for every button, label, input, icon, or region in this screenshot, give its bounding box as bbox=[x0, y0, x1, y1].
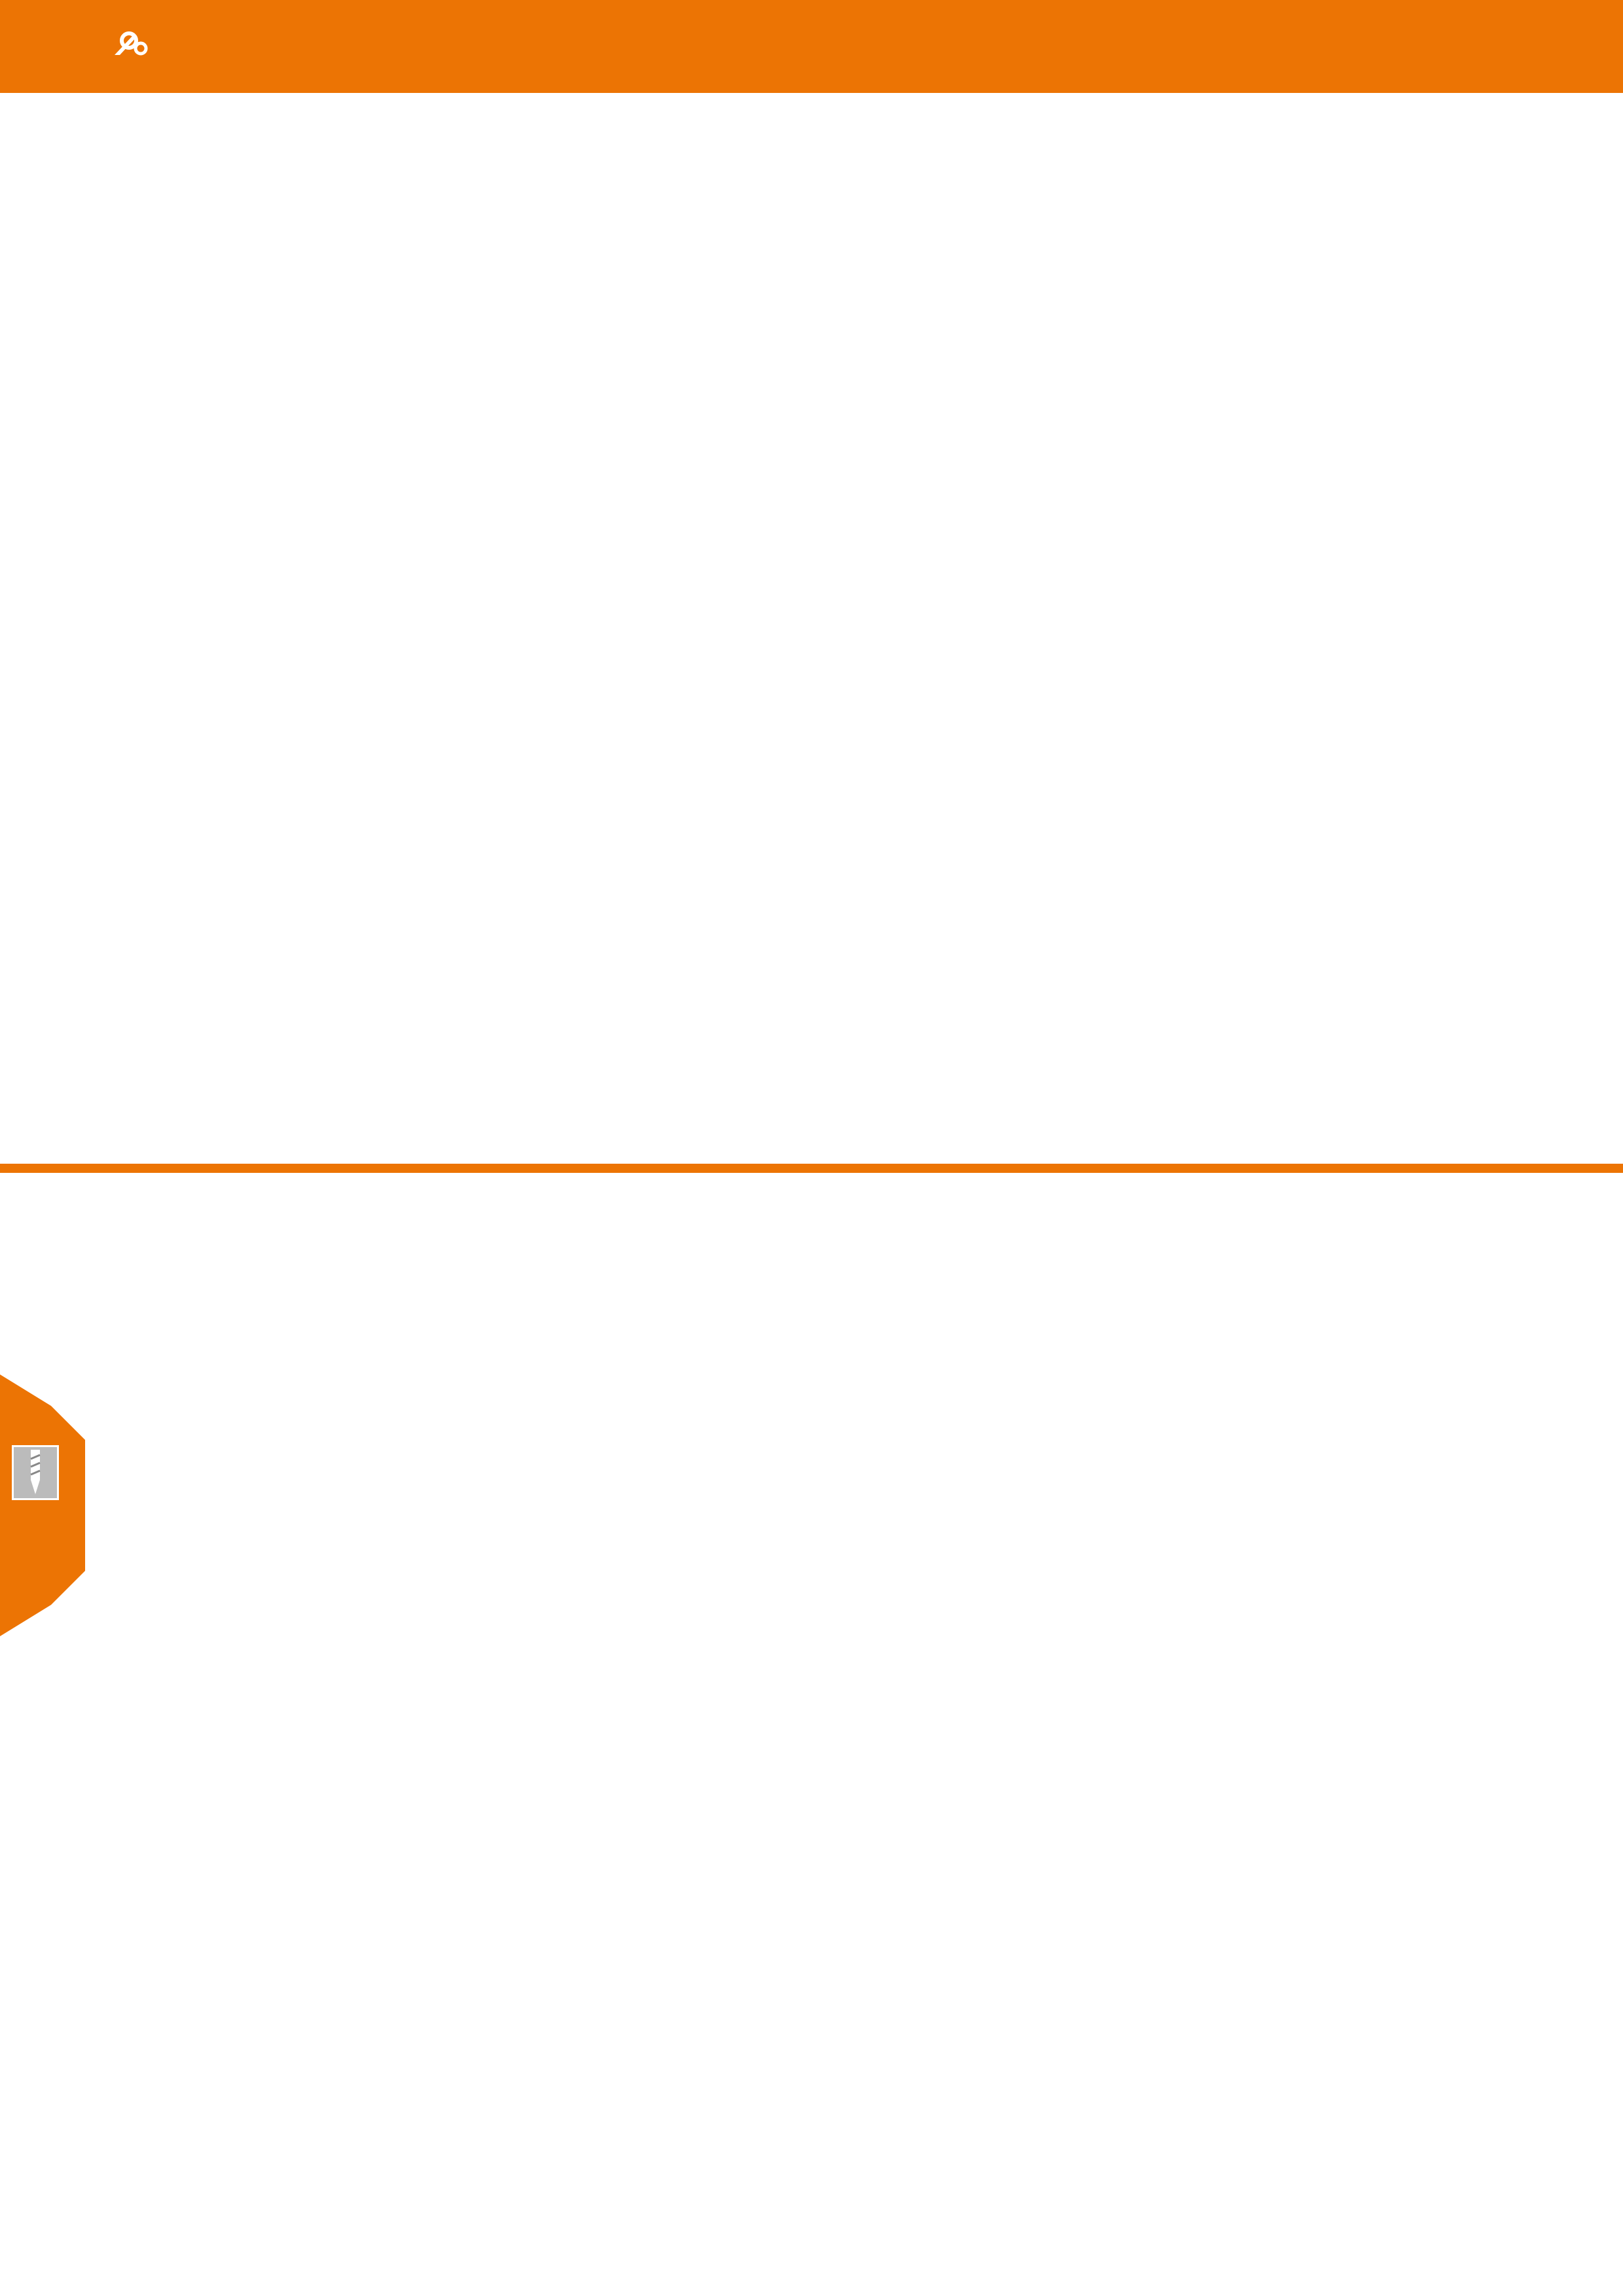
section-separator bbox=[0, 1164, 1623, 1173]
brand-logo bbox=[115, 27, 166, 29]
hoffmann-logo-icon bbox=[115, 30, 160, 56]
drill-icon bbox=[12, 1445, 59, 1500]
page-header bbox=[0, 0, 1623, 93]
chapter-tab bbox=[0, 1374, 85, 1636]
